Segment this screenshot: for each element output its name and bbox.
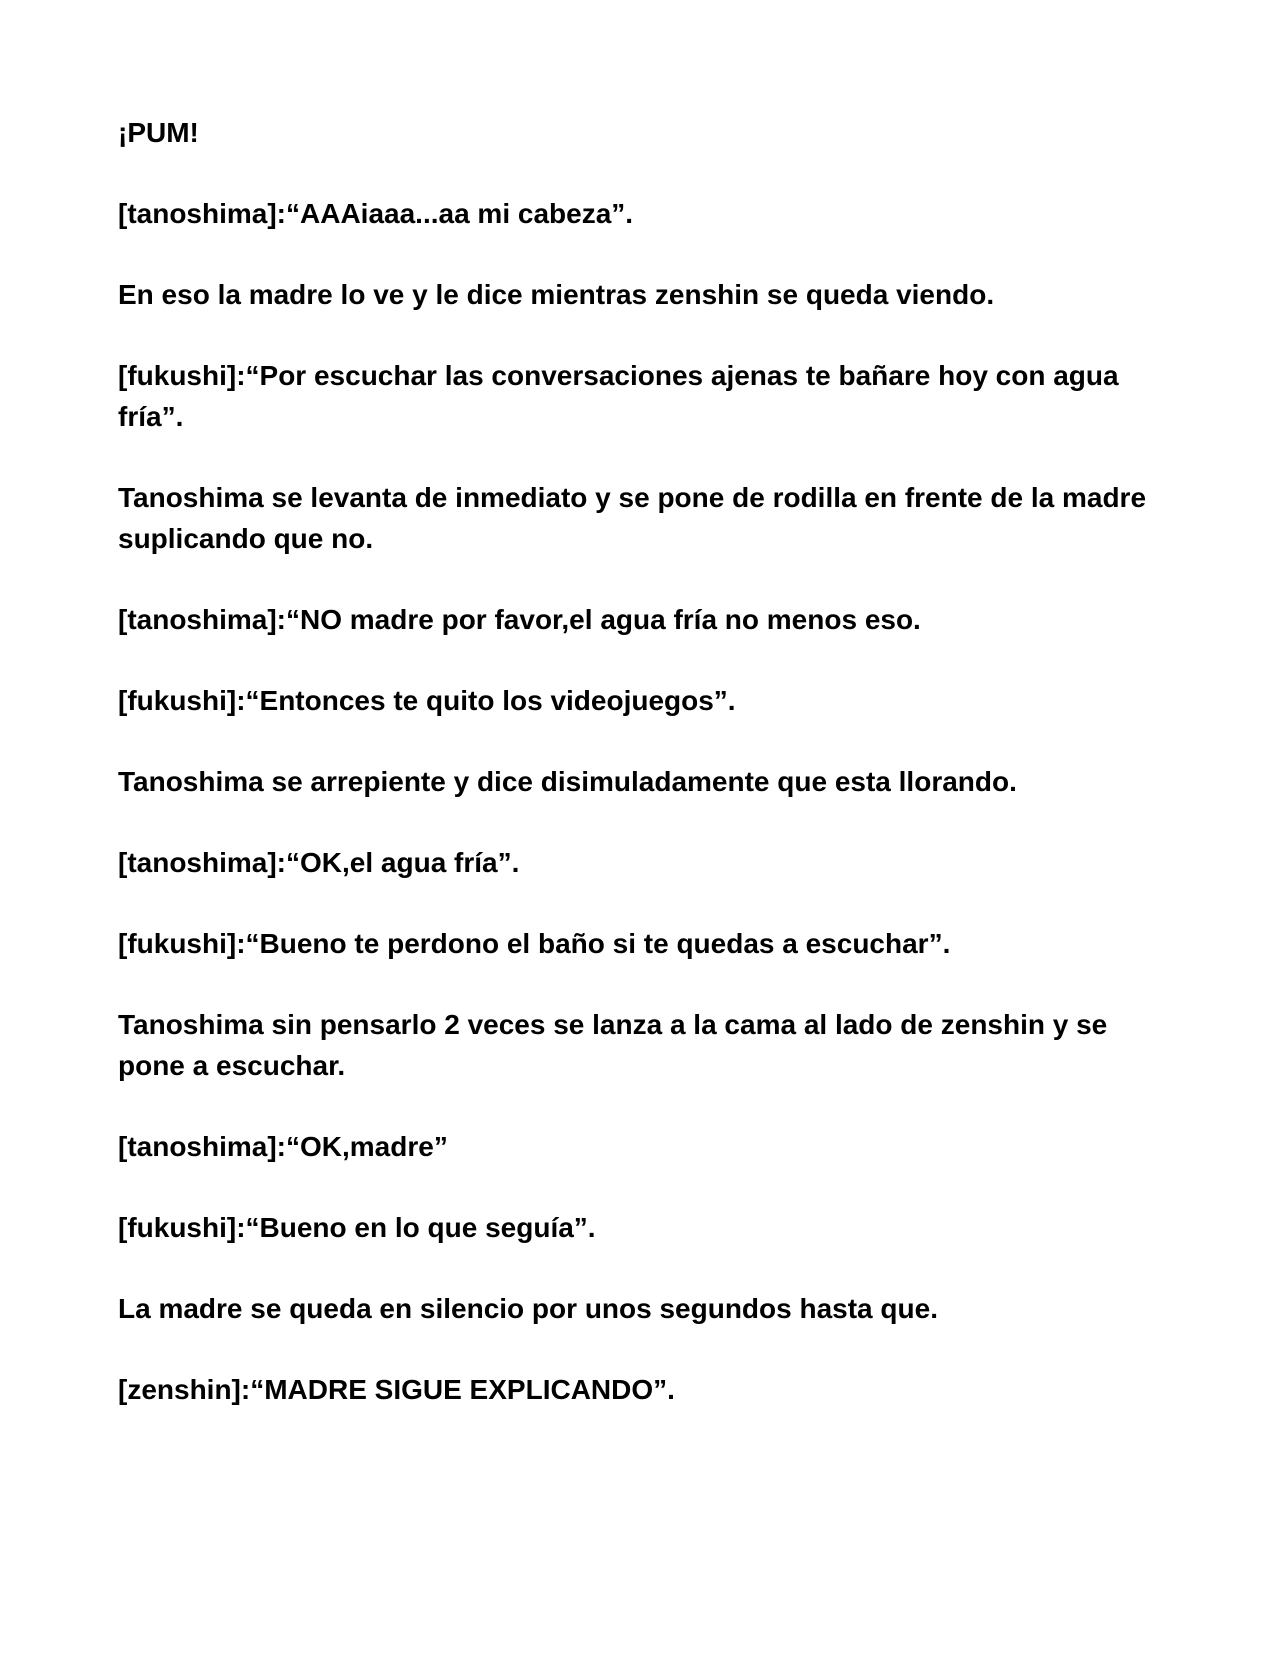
paragraph-narration: En eso la madre lo ve y le dice mientras zenshin se queda viendo. xyxy=(118,279,995,310)
paragraph-dialogue: [zenshin]:“MADRE SIGUE EXPLICANDO”. xyxy=(118,1374,675,1405)
paragraph-dialogue: [fukushi]:“Entonces te quito los videojuegos”. xyxy=(118,685,736,716)
paragraph-narration: Tanoshima se arrepiente y dice disimuladamente que esta llorando. xyxy=(118,766,1017,797)
paragraph-dialogue: [tanoshima]:“NO madre por favor,el agua fría no menos eso. xyxy=(118,604,921,635)
paragraph-dialogue: [tanoshima]:“OK,el agua fría”. xyxy=(118,847,520,878)
paragraph-narration: La madre se queda en silencio por unos segundos hasta que. xyxy=(118,1293,938,1324)
paragraph-narration: Tanoshima sin pensarlo 2 veces se lanza a la cama al lado de zenshin y se pone a escuchar. xyxy=(118,1009,1108,1081)
document-body xyxy=(118,112,1158,1450)
paragraph-narration: Tanoshima se levanta de inmediato y se pone de rodilla en frente de la madre suplicando que no. xyxy=(118,482,1147,554)
paragraph-sound-effect: ¡PUM! xyxy=(118,117,199,148)
paragraph-dialogue: [fukushi]:“Por escuchar las conversaciones ajenas te bañare hoy con agua fría”. xyxy=(118,360,1119,432)
paragraph-dialogue: [tanoshima]:“OK,madre” xyxy=(118,1131,448,1162)
paragraph-dialogue: [tanoshima]:“AAAiaaa...aa mi cabeza”. xyxy=(118,198,634,229)
paragraph-dialogue: [fukushi]:“Bueno te perdono el baño si te quedas a escuchar”. xyxy=(118,928,951,959)
paragraph-dialogue: [fukushi]:“Bueno en lo que seguía”. xyxy=(118,1212,596,1243)
